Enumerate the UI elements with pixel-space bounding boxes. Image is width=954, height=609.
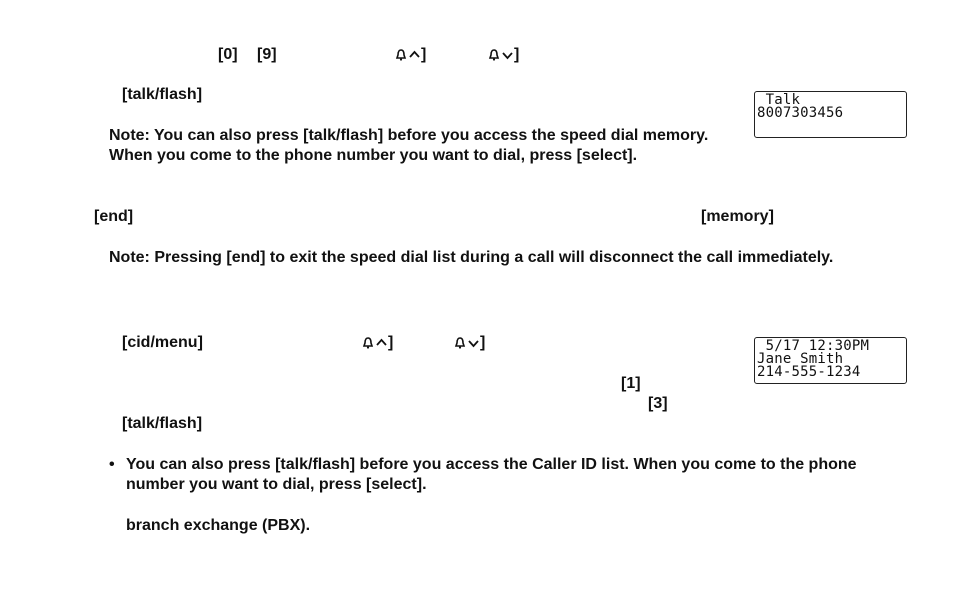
lcd-talk-line2: 8007303456	[757, 105, 844, 121]
lcd-cid-line1: 5/17 12:30PM	[757, 338, 870, 354]
lcd-cid-line2: Jane Smith	[757, 351, 844, 367]
lcd-cid-line3: 214-555-1234	[757, 364, 861, 380]
key-1-label: [1]	[621, 375, 641, 392]
pbx-text: branch exchange (PBX).	[126, 517, 311, 534]
bell-down-arrow-icon	[488, 45, 514, 65]
bullet-marker: •	[109, 456, 115, 473]
bell-up-bracket: ]	[421, 46, 427, 63]
lcd-talk-line1: Talk	[757, 92, 801, 108]
note-end-disconnect: Note: Pressing [end] to exit the speed dial list during a call will disconnect the call immediately.	[109, 249, 834, 266]
cid-menu-key: [cid/menu]	[122, 334, 203, 351]
bullet-line1: You can also press [talk/flash] before you access the Caller ID list. When you come to the phone	[126, 456, 857, 473]
end-key: [end]	[94, 208, 134, 225]
lcd-display-caller-id	[754, 337, 907, 384]
bell-up-key	[395, 45, 426, 65]
cid-bell-up-key	[362, 333, 393, 353]
lcd-display-talk	[754, 91, 907, 138]
memory-key: [memory]	[701, 208, 774, 225]
bullet-line2: number you want to dial, press [select].	[126, 476, 427, 493]
talk-flash-key-2: [talk/flash]	[122, 415, 203, 432]
key-3-label: [3]	[648, 395, 668, 412]
talk-flash-key-1: [talk/flash]	[122, 86, 203, 103]
cid-bell-down-bracket: ]	[480, 334, 486, 351]
key-0-label: [0]	[218, 46, 238, 63]
bell-down-key	[488, 45, 519, 65]
note-speed-dial-line1: Note: You can also press [talk/flash] before you access the speed dial memory.	[109, 127, 709, 144]
note-speed-dial-line2: When you come to the phone number you want to dial, press [select].	[109, 147, 638, 164]
bell-up-arrow-icon	[362, 333, 388, 353]
bell-up-arrow-icon	[395, 45, 421, 65]
bell-down-arrow-icon	[454, 333, 480, 353]
cid-bell-down-key	[454, 333, 485, 353]
cid-bell-up-bracket: ]	[388, 334, 394, 351]
key-9-label: [9]	[257, 46, 277, 63]
bell-down-bracket: ]	[514, 46, 520, 63]
